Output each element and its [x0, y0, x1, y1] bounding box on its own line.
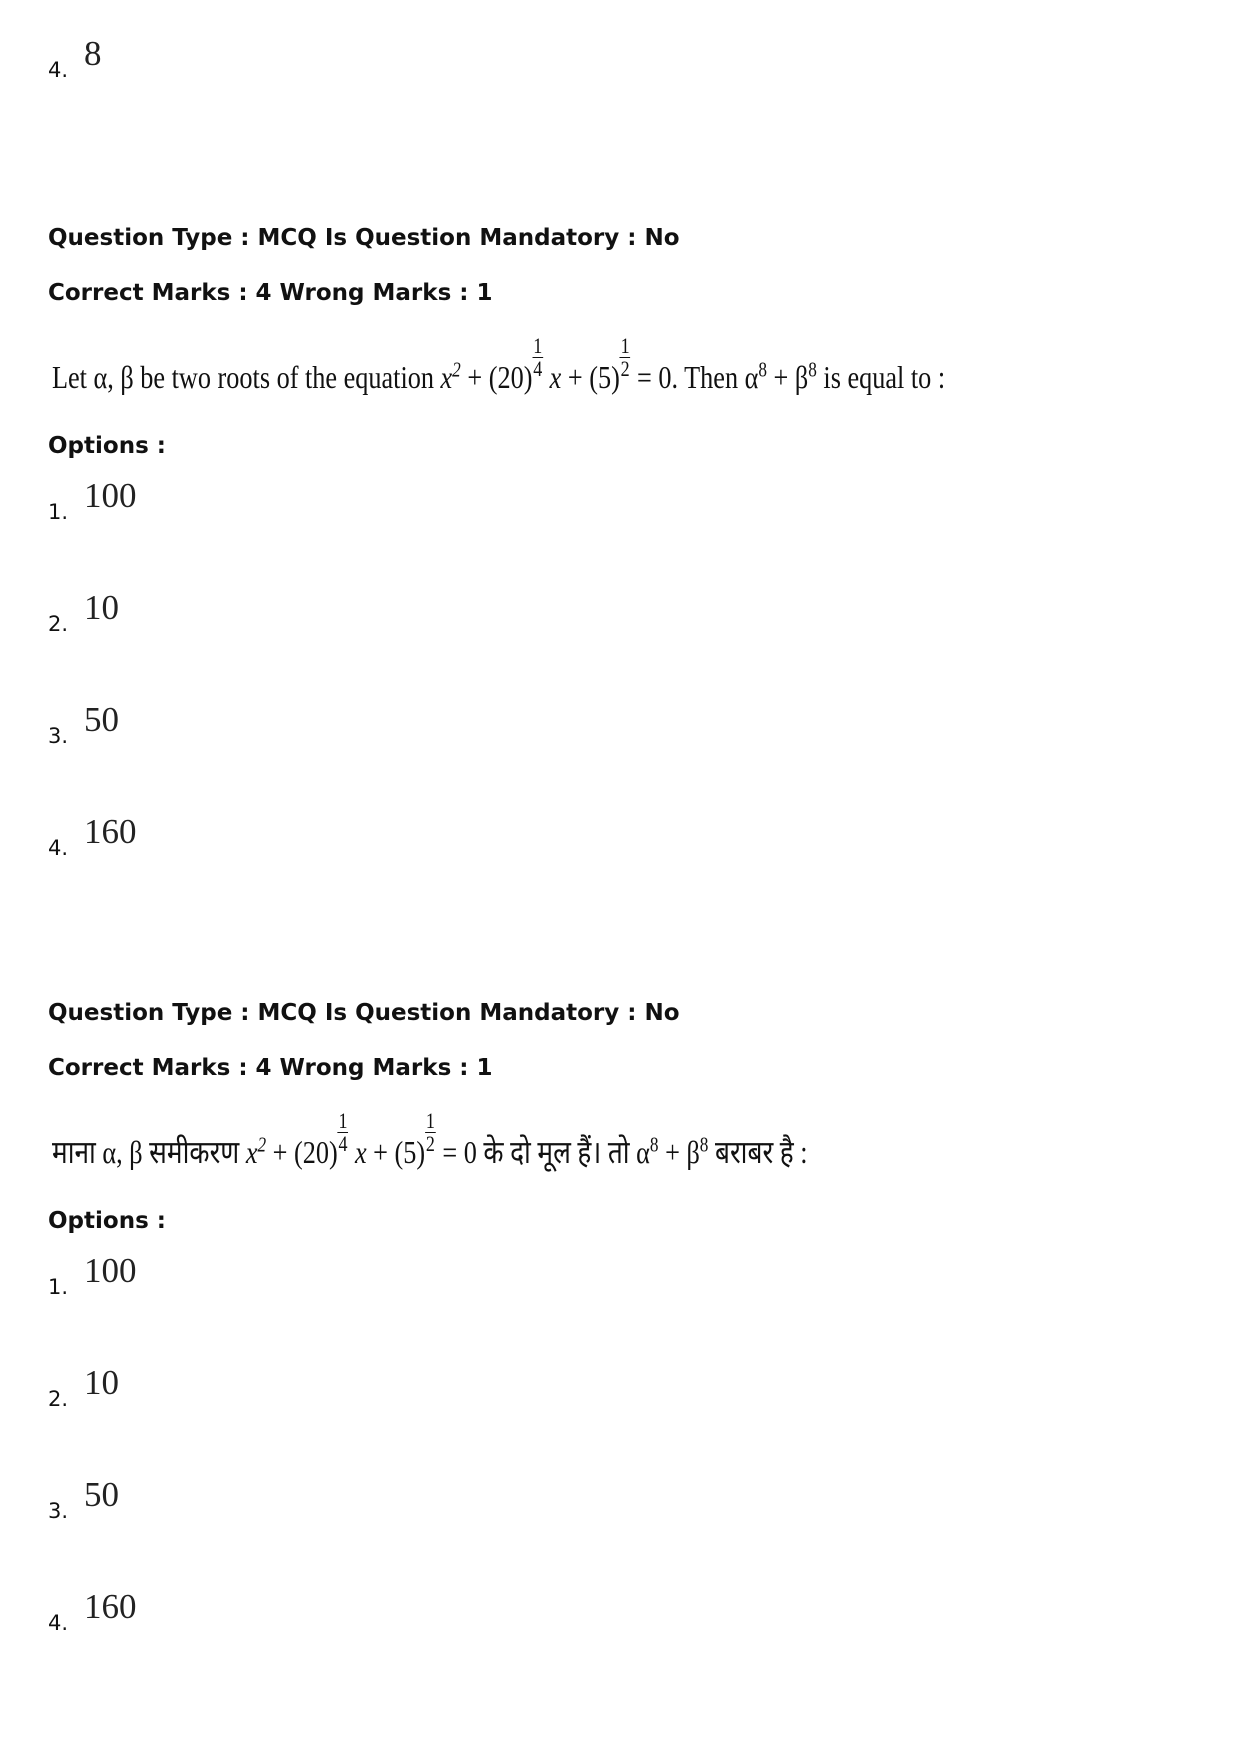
- question-end: बराबर है :: [714, 1134, 808, 1171]
- option-value: 100: [84, 1251, 137, 1290]
- marks-line: Correct Marks : 4 Wrong Marks : 1: [48, 280, 493, 306]
- question-suffix: . Then α: [671, 359, 759, 396]
- option-value: 160: [84, 812, 137, 851]
- option-number: 4.: [48, 836, 69, 860]
- question-prefix: Let α, β be two roots of the equation: [52, 359, 434, 396]
- question-type-line: Question Type : MCQ Is Question Mandatory : No: [48, 225, 680, 251]
- option-number: 3.: [48, 724, 69, 748]
- option-value: 10: [84, 588, 119, 627]
- question-text: माना α, β समीकरण $x^2 + (20)$ $\frac{1}{4}$ x + (5) $\frac{1}{2}$ = 0 के दो मूल हैं। तो $\alpha^8 + \beta^8$ बराबर है :: [52, 1108, 808, 1171]
- question-text: Let α, β be two roots of the equation $x^2 + (20)$ $\frac{1}{4}$ x + (5) $\frac{1}{2}$ = 0. Then $\alpha^8 + \beta^8$ is equal to :: [52, 333, 946, 396]
- question-suffix: के दो मूल हैं। तो α: [483, 1134, 650, 1171]
- equation: $x^2$: [440, 357, 461, 396]
- option-value: 8: [84, 34, 102, 73]
- question-type-line: Question Type : MCQ Is Question Mandatory : No: [48, 1000, 680, 1026]
- option-number: 3.: [48, 1499, 69, 1523]
- options-label: Options :: [48, 433, 166, 459]
- option-value: 10: [84, 1363, 119, 1402]
- option-value: 50: [84, 1475, 119, 1514]
- question-end: is equal to :: [823, 359, 946, 396]
- option-number: 1.: [48, 500, 69, 524]
- option-number: 4.: [48, 58, 69, 82]
- option-number: 1.: [48, 1275, 69, 1299]
- option-number: 4.: [48, 1611, 69, 1635]
- fraction-half: $\frac{1}{2}$: [425, 1108, 435, 1156]
- fraction-quarter: $\frac{1}{4}$: [533, 333, 543, 381]
- question-prefix: माना α, β समीकरण: [52, 1134, 240, 1171]
- option-value: 100: [84, 476, 137, 515]
- option-number: 2.: [48, 1387, 69, 1411]
- option-number: 2.: [48, 612, 69, 636]
- fraction-half: $\frac{1}{2}$: [620, 333, 630, 381]
- equation: $x^2$: [245, 1132, 267, 1171]
- options-label: Options :: [48, 1208, 166, 1234]
- option-value: 50: [84, 700, 119, 739]
- marks-line: Correct Marks : 4 Wrong Marks : 1: [48, 1055, 493, 1081]
- fraction-quarter: $\frac{1}{4}$: [338, 1108, 348, 1156]
- option-value: 160: [84, 1587, 137, 1626]
